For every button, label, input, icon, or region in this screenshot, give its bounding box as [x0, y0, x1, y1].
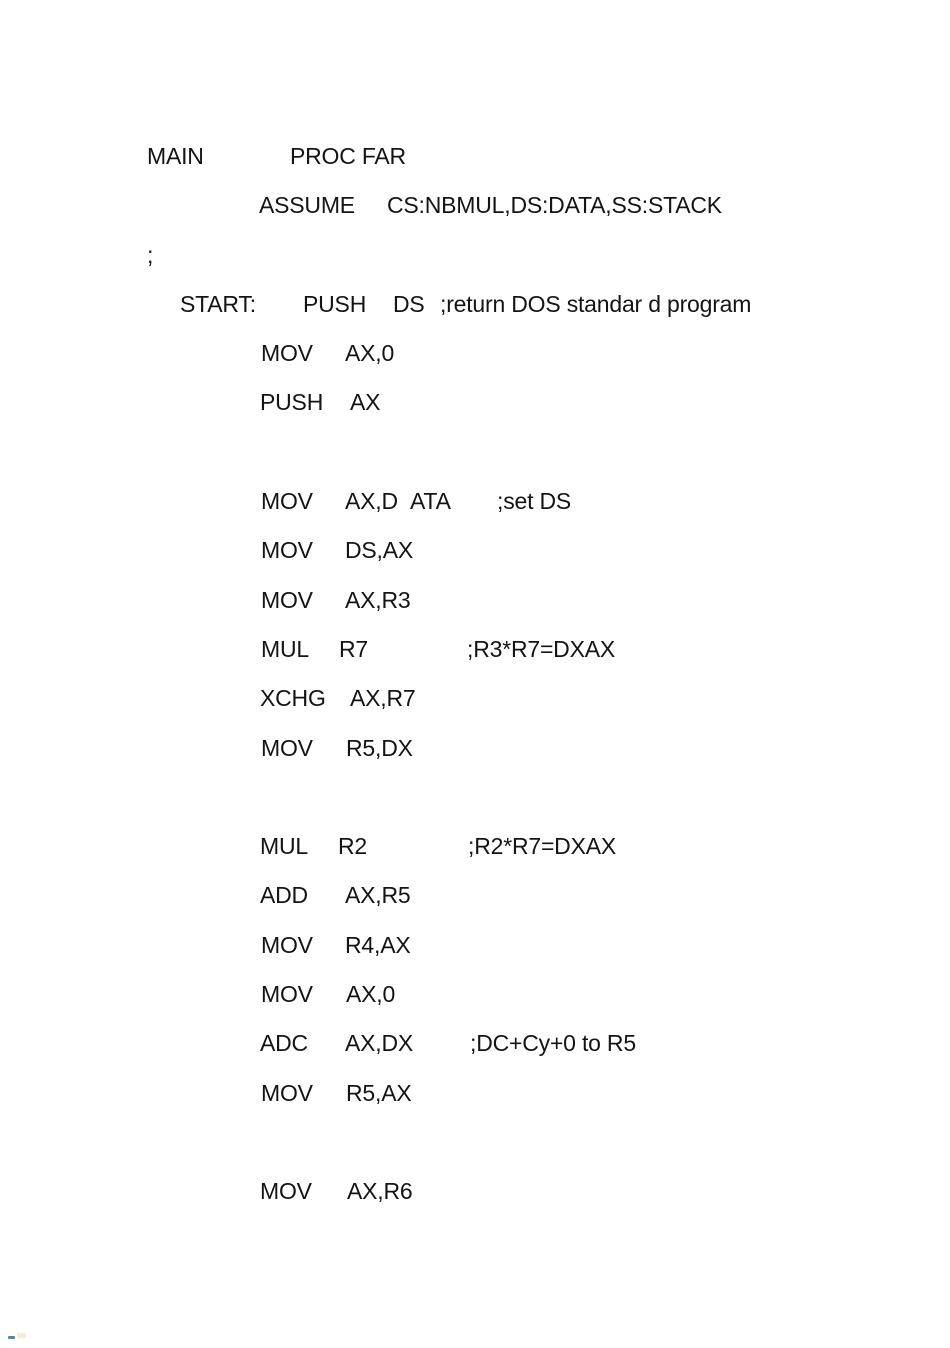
code-token-comment: ;set DS	[497, 488, 572, 514]
code-line	[0, 589, 950, 619]
page-artifact-speck	[17, 1333, 26, 1338]
code-line	[0, 1032, 950, 1062]
code-token-operand: DS,AX	[345, 537, 414, 563]
code-token-mnemonic: PUSH	[303, 291, 367, 317]
code-line	[0, 145, 950, 175]
code-token-mnemonic: PUSH	[260, 389, 324, 415]
code-token-operand: AX	[350, 389, 381, 415]
code-line	[0, 391, 950, 421]
code-token-operand: AX,0	[345, 340, 395, 366]
code-token-label: START:	[180, 291, 256, 317]
code-token-mnemonic: MOV	[261, 735, 313, 761]
code-token-comment: ;DC+Cy+0 to R5	[470, 1030, 636, 1056]
code-token-mnemonic: MUL	[260, 833, 308, 859]
code-line	[0, 293, 950, 323]
code-line	[0, 934, 950, 964]
code-token-operand: AX,R7	[350, 685, 416, 711]
code-line	[0, 1082, 950, 1112]
code-line-blank	[0, 441, 950, 471]
code-token-directive: ASSUME	[259, 192, 355, 218]
code-token-operand: AX,R6	[347, 1178, 413, 1204]
code-token-directive: PROC FAR	[290, 143, 406, 169]
code-line-blank	[0, 1131, 950, 1161]
code-line	[0, 737, 950, 767]
code-token-operand: R2	[338, 833, 368, 859]
code-token-operand: AX,R5	[345, 882, 411, 908]
code-token-mnemonic: MOV	[261, 981, 313, 1007]
code-line-blank	[0, 786, 950, 816]
code-line	[0, 835, 950, 865]
code-token-mnemonic: MOV	[261, 932, 313, 958]
code-line	[0, 638, 950, 668]
code-token-mnemonic: MOV	[261, 1080, 313, 1106]
code-token-mnemonic: MOV	[261, 537, 313, 563]
code-token-operand: R5,DX	[346, 735, 413, 761]
code-token-comment: ;R2*R7=DXAX	[468, 833, 617, 859]
code-line	[0, 342, 950, 372]
code-token-comment: ;	[147, 242, 154, 268]
code-line	[0, 490, 950, 520]
code-line	[0, 244, 950, 274]
code-token-operand: ATA	[410, 488, 451, 514]
code-token-operand: R7	[339, 636, 369, 662]
code-line	[0, 1180, 950, 1210]
page-artifact-speck	[8, 1336, 15, 1339]
code-token-mnemonic: ADC	[260, 1030, 308, 1056]
code-line	[0, 884, 950, 914]
code-token-comment: ;R3*R7=DXAX	[467, 636, 616, 662]
code-token-mnemonic: MOV	[260, 1178, 312, 1204]
code-token-operand: R4,AX	[345, 932, 411, 958]
code-token-comment: ;return DOS standar d program	[440, 291, 752, 317]
code-line	[0, 539, 950, 569]
code-token-operand: AX,DX	[345, 1030, 414, 1056]
code-token-operand: R5,AX	[346, 1080, 412, 1106]
code-token-mnemonic: MOV	[261, 587, 313, 613]
code-token-mnemonic: XCHG	[260, 685, 326, 711]
code-token-operand: AX,0	[346, 981, 396, 1007]
code-token-operand: AX,D	[345, 488, 398, 514]
code-token-mnemonic: MOV	[261, 488, 313, 514]
code-line	[0, 687, 950, 717]
code-token-mnemonic: MOV	[261, 340, 313, 366]
code-token-mnemonic: MUL	[261, 636, 309, 662]
code-token-operand: DS	[393, 291, 425, 317]
code-token-mnemonic: ADD	[260, 882, 308, 908]
code-token-operand: CS:NBMUL,DS:DATA,SS:STACK	[387, 192, 722, 218]
code-line	[0, 194, 950, 224]
code-token-label: MAIN	[147, 143, 204, 169]
code-token-operand: AX,R3	[345, 587, 411, 613]
code-line	[0, 983, 950, 1013]
